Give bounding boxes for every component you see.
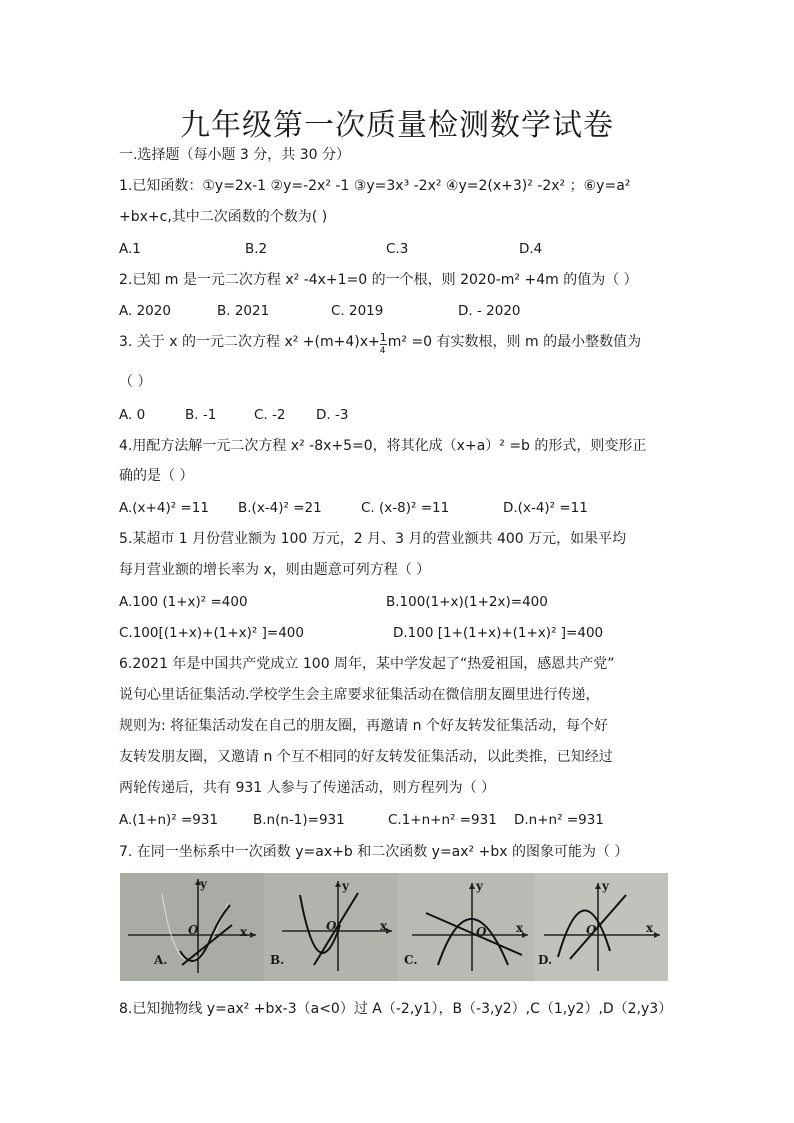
section-heading: 一.选择题（每小题 3 分，共 30 分） bbox=[119, 147, 350, 163]
graph-c-x-label: x bbox=[516, 921, 524, 935]
graph-c-svg bbox=[398, 873, 534, 981]
question-6-line-2: 说句心里话征集活动.学校学生会主席要求征集活动在微信朋友圈里进行传递， bbox=[119, 687, 600, 703]
question-7-line-1: 7. 在同一坐标系中一次函数 y=ax+b 和二次函数 y=ax² +bx 的图象可能为（ ） bbox=[119, 844, 629, 860]
graph-c-parabola bbox=[438, 919, 508, 965]
q7-graph-a bbox=[120, 873, 264, 981]
graph-d-x-arrow bbox=[654, 932, 660, 938]
q1-option-c: C.3 bbox=[386, 241, 409, 257]
q2-option-a: A. 2020 bbox=[119, 303, 171, 319]
graph-d-label: D. bbox=[538, 953, 553, 967]
graph-b-origin: O bbox=[326, 919, 337, 933]
q2-option-d: D. - 2020 bbox=[458, 303, 521, 319]
graph-b-y-arrow bbox=[335, 881, 341, 887]
q4-option-b: B.(x-4)² =21 bbox=[238, 500, 322, 516]
question-8-line-1: 8.已知抛物线 y=ax² +bx-3（a<0）过 A（-2,y1），B（-3,y2）,C（1,y2）,D（2,y3） bbox=[119, 1001, 673, 1017]
q6-option-d: D.n+n² =931 bbox=[514, 812, 604, 828]
q5-option-d: D.100 [1+(1+x)+(1+x)² ]=400 bbox=[393, 625, 604, 641]
q4-option-a: A.(x+4)² =11 bbox=[119, 500, 209, 516]
q6-option-c: C.1+n+n² =931 bbox=[388, 812, 497, 828]
question-3-line-1 bbox=[119, 331, 642, 356]
q3-option-b: B. -1 bbox=[185, 407, 217, 423]
question-1-line-2: +bx+c,其中二次函数的个数为( ) bbox=[119, 209, 328, 225]
question-5-line-2: 每月营业额的增长率为 x，则由题意可列方程（ ） bbox=[119, 562, 431, 578]
question-6-line-4: 友转发朋友圈，又邀请 n 个互不相同的好友转发征集活动，以此类推，已知经过 bbox=[119, 749, 613, 765]
q3-fraction-numerator: 1 bbox=[379, 331, 387, 344]
graph-a-origin: O bbox=[188, 923, 199, 937]
graph-b-x-label: x bbox=[380, 919, 388, 933]
graph-c-label: C. bbox=[404, 953, 418, 967]
q7-graph-c bbox=[398, 873, 534, 981]
q1-option-b: B.2 bbox=[245, 241, 268, 257]
q6-option-b: B.n(n-1)=931 bbox=[253, 812, 345, 828]
graph-a-x-arrow bbox=[250, 932, 256, 938]
graph-d-origin: O bbox=[586, 923, 597, 937]
q7-graph-strip bbox=[120, 873, 668, 981]
graph-c-y-label: y bbox=[476, 879, 483, 893]
q5-option-b: B.100(1+x)(1+2x)=400 bbox=[386, 594, 548, 610]
q5-option-c: C.100[(1+x)+(1+x)² ]=400 bbox=[119, 625, 304, 641]
graph-c-origin: O bbox=[476, 925, 487, 939]
q5-option-a: A.100 (1+x)² =400 bbox=[119, 594, 248, 610]
q3-text-b: m² =0 有实数根，则 m 的最小整数值为 bbox=[387, 334, 642, 350]
question-3-line-2: （ ） bbox=[119, 374, 152, 390]
q3-option-a: A. 0 bbox=[119, 407, 146, 423]
graph-d-parabola bbox=[558, 910, 610, 957]
q4-option-c: C. (x-8)² =11 bbox=[361, 500, 450, 516]
graph-d-x-label: x bbox=[646, 921, 654, 935]
page-title: 九年级第一次质量检测数学试卷 bbox=[180, 108, 614, 143]
q3-text-a: 3. 关于 x 的一元二次方程 x² +(m+4)x+ bbox=[119, 334, 380, 350]
q6-option-a: A.(1+n)² =931 bbox=[119, 812, 219, 828]
q3-option-c: C. -2 bbox=[254, 407, 286, 423]
graph-d-y-arrow bbox=[595, 883, 601, 889]
question-6-line-3: 规则为: 将征集活动发在自己的朋友圈，再邀请 n 个好友转发征集活动，每个好 bbox=[119, 718, 608, 734]
graph-a-y-label: y bbox=[200, 877, 207, 891]
graph-b-y-label: y bbox=[342, 879, 349, 893]
q4-option-d: D.(x-4)² =11 bbox=[503, 500, 588, 516]
graph-c-y-arrow bbox=[469, 883, 475, 889]
q3-fraction-denominator: 4 bbox=[379, 346, 386, 356]
graph-b-label: B. bbox=[270, 953, 285, 967]
question-6-line-1: 6.2021 年是中国共产党成立 100 周年，某中学发起了“热爱祖国，感恩共产党” bbox=[119, 656, 615, 672]
q7-graph-d bbox=[534, 873, 668, 981]
graph-a-x-label: x bbox=[240, 925, 248, 939]
question-6-line-5: 两轮传递后，共有 931 人参与了传递活动，则方程列为（ ） bbox=[119, 780, 496, 796]
question-4-line-1: 4.用配方法解一元二次方程 x² -8x+5=0，将其化成（x+a）² =b 的形式，则变形正 bbox=[119, 438, 647, 454]
q3-option-d: D. -3 bbox=[316, 407, 349, 423]
question-1-line-1: 1.已知函数：①y=2x-1 ②y=-2x² -1 ③y=3x³ -2x² ④y=2(x+3)² -2x² ；⑥y=a² bbox=[119, 178, 631, 194]
graph-d-y-label: y bbox=[602, 879, 609, 893]
q7-graph-b bbox=[264, 873, 398, 981]
question-4-line-2: 确的是（ ） bbox=[119, 468, 194, 484]
question-5-line-1: 5.某超市 1 月份营业额为 100 万元，2 月、3 月的营业额共 400 万元，如果平均 bbox=[119, 531, 627, 547]
question-2-line-1: 2.已知 m 是一元二次方程 x² -4x+1=0 的一个根，则 2020-m² +4m 的值为（ ） bbox=[119, 272, 638, 288]
q2-option-b: B. 2021 bbox=[217, 303, 270, 319]
q1-option-d: D.4 bbox=[519, 241, 543, 257]
graph-a-label: A. bbox=[154, 953, 168, 967]
q1-option-a: A.1 bbox=[119, 241, 141, 257]
q2-option-c: C. 2019 bbox=[331, 303, 384, 319]
